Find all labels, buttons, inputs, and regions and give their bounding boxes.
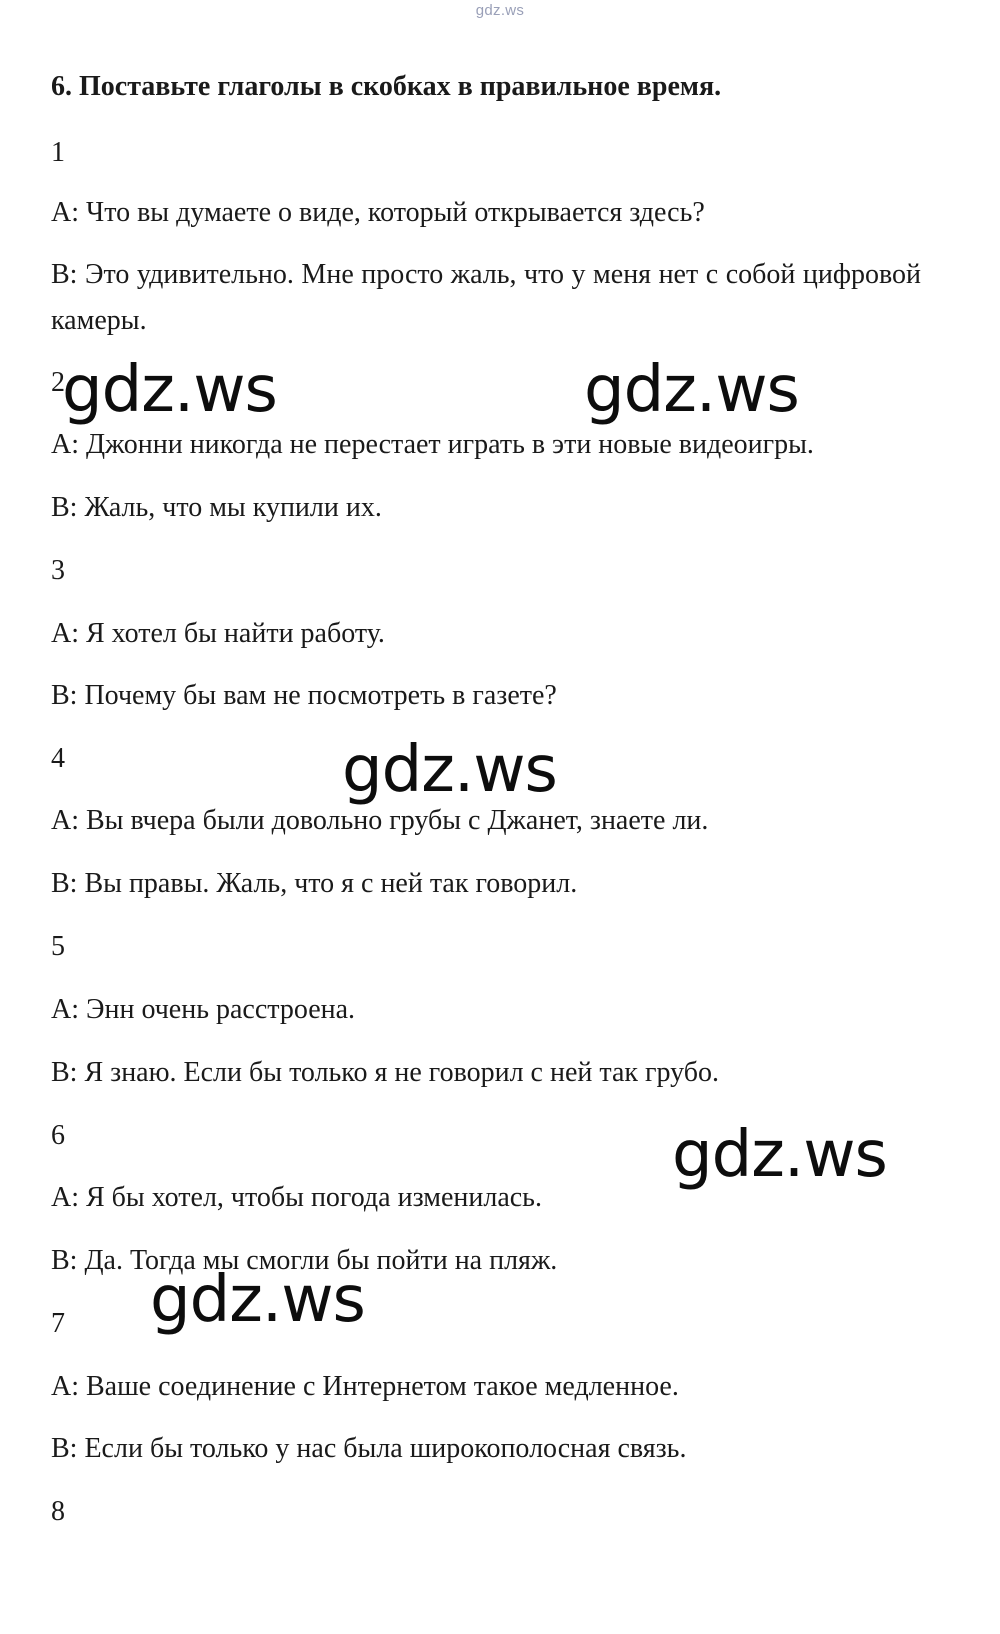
dialogue-line-a: А: Вы вчера были довольно грубы с Джанет, знаете ли. — [51, 805, 709, 836]
item-number: 3 — [51, 555, 65, 586]
site-watermark-top: gdz.ws — [475, 2, 525, 19]
dialogue-line-b: В: Я знаю. Если бы только я не говорил с ней так грубо. — [51, 1057, 719, 1088]
item-number: 2 — [51, 367, 65, 398]
dialogue-line-b: В: Почему бы вам не посмотреть в газете? — [51, 680, 557, 711]
item-number: 8 — [51, 1496, 65, 1527]
dialogue-line-b: В: Если бы только у нас была широкополосная связь. — [51, 1433, 687, 1464]
item-number: 1 — [51, 137, 65, 168]
dialogue-line-b: В: Жаль, что мы купили их. — [51, 492, 382, 523]
dialogue-line-a: А: Я хотел бы найти работу. — [51, 618, 385, 649]
site-watermark: gdz.ws — [150, 1263, 365, 1337]
site-watermark: gdz.ws — [62, 353, 277, 427]
item-number: 7 — [51, 1308, 65, 1339]
dialogue-line-b: В: Да. Тогда мы смогли бы пойти на пляж. — [51, 1245, 558, 1276]
item-number: 4 — [51, 743, 65, 774]
site-watermark: gdz.ws — [342, 733, 557, 807]
site-watermark: gdz.ws — [672, 1118, 887, 1192]
dialogue-line-b: В: Вы правы. Жаль, что я с ней так говорил. — [51, 868, 578, 899]
dialogue-line-a: А: Джонни никогда не перестает играть в эти новые видеоигры. — [51, 429, 814, 460]
dialogue-line-a: А: Энн очень расстроена. — [51, 994, 356, 1025]
dialogue-line-b: В: Это удивительно. Мне просто жаль, что у меня нет с собой цифровой камеры. — [51, 259, 921, 336]
dialogue-line-a: А: Что вы думаете о виде, который открывается здесь? — [51, 197, 705, 228]
dialogue-line-a: А: Ваше соединение с Интернетом такое медленное. — [51, 1371, 679, 1402]
site-watermark: gdz.ws — [584, 353, 799, 427]
exercise-heading: 6. Поставьте глаголы в скобках в правильное время. — [51, 71, 722, 102]
dialogue-line-a: А: Я бы хотел, чтобы погода изменилась. — [51, 1182, 542, 1213]
item-number: 6 — [51, 1120, 65, 1151]
item-number: 5 — [51, 931, 65, 962]
